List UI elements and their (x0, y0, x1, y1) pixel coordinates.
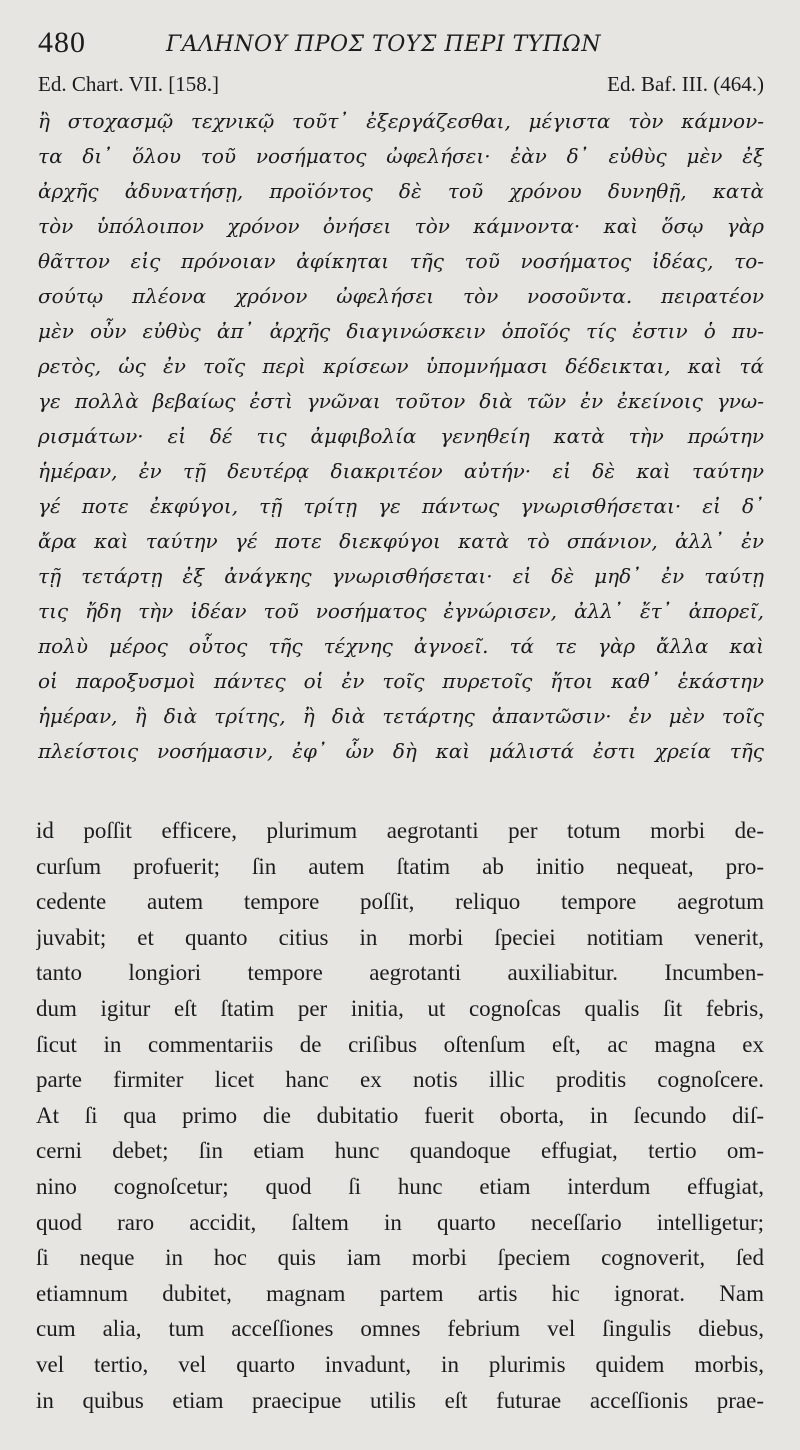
latin-text-line: cedente autem tempore poſſit, reliquo tempore aegrotum (36, 889, 764, 915)
edition-basel-reference: Ed. Baf. III. (464.) (607, 72, 764, 96)
latin-text-block (36, 813, 764, 1418)
greek-text-block (38, 104, 764, 769)
edition-chartier-reference: Ed. Chart. VII. [158.] (38, 72, 219, 96)
latin-text-line: cerni debet; ſin etiam hunc quandoque effugiat, tertio om- (36, 1138, 764, 1164)
latin-text-line: etiamnum dubitet, magnam partem artis hic ignorat. Nam (36, 1280, 764, 1306)
latin-text-line: cum alia, tum acceſſiones omnes febrium vel ſingulis diebus, (36, 1316, 764, 1342)
greek-text-line: θᾶττον εἰς πρόνοιαν ἀφίκηται τῆς τοῦ νοσήματος ἰδέας, το- (38, 249, 764, 273)
latin-text-line: id poſſit efficere, plurimum aegrotanti per totum morbi de- (36, 818, 764, 843)
edition-reference-line (38, 72, 764, 102)
latin-text-line: dum igitur eſt ſtatim per initia, ut cognoſcas qualis ſit febris, (36, 995, 764, 1021)
greek-text-line: τα δι᾽ ὅλου τοῦ νοσήματος ὠφελήσει· ἐὰν δ᾽ εὐθὺς μὲν ἐξ (38, 144, 764, 168)
greek-text-line: τις ἤδη τὴν ἰδέαν τοῦ νοσήματος ἐγνώρισεν, ἀλλ᾽ ἔτ᾽ ἀπορεῖ, (38, 599, 764, 623)
greek-text-line: ἄρα καὶ ταύτην γέ ποτε διεκφύγοι κατὰ τὸ σπάνιον, ἀλλ᾽ ἐν (38, 529, 764, 553)
greek-text-line: πλείστοις νοσήμασιν, ἐφ᾽ ὧν δὴ καὶ μάλιστά ἐστι χρεία τῆς (38, 739, 764, 763)
greek-text-line: οἱ παροξυσμοὶ πάντες οἱ ἐν τοῖς πυρετοῖς ἤτοι καθ᾽ ἑκάστην (38, 669, 764, 693)
latin-text-line: tanto longiori tempore aegrotanti auxiliabitur. Incumben- (36, 960, 764, 986)
latin-text-line: nino cognoſcetur; quod ſi hunc etiam interdum effugiat, (36, 1173, 764, 1199)
latin-text-line: ſicut in commentariis de criſibus oſtenſum eſt, ac magna ex (36, 1031, 764, 1057)
greek-text-line: ρισμάτων· εἰ δέ τις ἀμφιβολία γενηθείη κατὰ τὴν πρώτην (38, 424, 764, 448)
page-number: 480 (38, 26, 86, 59)
running-title: ΓΑΛΗΝΟΥ ΠΡΟΣ ΤΟΥΣ ΠΕΡΙ ΤΥΠΩΝ (166, 32, 601, 57)
greek-text-line: ρετὸς, ὡς ἐν τοῖς περὶ κρίσεων ὑπομνήμασι δέδεικται, καὶ τά (38, 354, 764, 378)
greek-text-line: ἡμέραν, ἐν τῇ δευτέρᾳ διακριτέον αὐτήν· εἰ δὲ καὶ ταύτην (38, 459, 764, 483)
latin-text-line: vel tertio, vel quarto invadunt, in plurimis quidem morbis, (36, 1351, 764, 1377)
greek-text-line: πολὺ μέρος οὗτος τῆς τέχνης ἀγνοεῖ. τά τε γὰρ ἄλλα καὶ (38, 634, 764, 658)
greek-text-line: γε πολλὰ βεβαίως ἐστὶ γνῶναι τοῦτον διὰ τῶν ἐν ἐκείνοις γνω- (38, 389, 764, 413)
page-header (38, 26, 760, 66)
latin-text-line: ſi neque in hoc quis iam morbi ſpeciem cognoverit, ſed (36, 1245, 764, 1271)
greek-text-line: μὲν οὖν εὐθὺς ἀπ᾽ ἀρχῆς διαγινώσκειν ὁποῖός τίς ἐστιν ὁ πυ- (38, 319, 764, 343)
latin-text-line: parte firmiter licet hanc ex notis illic proditis cognoſcere. (36, 1067, 764, 1093)
latin-text-line: juvabit; et quanto citius in morbi ſpeciei notitiam venerit, (36, 924, 764, 950)
latin-text-line: in quibus etiam praecipue utilis eſt futurae acceſſionis prae- (36, 1387, 764, 1413)
latin-text-line: quod raro accidit, ſaltem in quarto neceſſario intelligetur; (36, 1209, 764, 1235)
greek-text-line: γέ ποτε ἐκφύγοι, τῇ τρίτῃ γε πάντως γνωρισθήσεται· εἰ δ᾽ (38, 494, 764, 518)
greek-text-line: ἢ στοχασμῷ τεχνικῷ τοῦτ᾽ ἐξεργάζεσθαι, μέγιστα τὸν κάμνον- (38, 109, 764, 133)
greek-text-line: ἀρχῆς ἀδυνατήσῃ, προϊόντος δὲ τοῦ χρόνου δυνηθῇ, κατὰ (38, 179, 764, 203)
latin-text-line: At ſi qua primo die dubitatio fuerit oborta, in ſecundo diſ- (36, 1102, 764, 1128)
greek-text-line: τὸν ὑπόλοιπον χρόνον ὀνήσει τὸν κάμνοντα· καὶ ὅσῳ γὰρ (38, 214, 764, 238)
latin-text-line: curſum profuerit; ſin autem ſtatim ab initio nequeat, pro- (36, 853, 764, 879)
greek-text-line: σούτῳ πλέονα χρόνον ὠφελήσει τὸν νοσοῦντα. πειρατέον (38, 284, 764, 308)
greek-text-line: ἡμέραν, ἢ διὰ τρίτης, ἢ διὰ τετάρτης ἀπαντῶσιν· ἐν μὲν τοῖς (38, 704, 764, 728)
greek-text-line: τῇ τετάρτῃ ἐξ ἀνάγκης γνωρισθήσεται· εἰ δὲ μηδ᾽ ἐν ταύτῃ (38, 564, 764, 588)
